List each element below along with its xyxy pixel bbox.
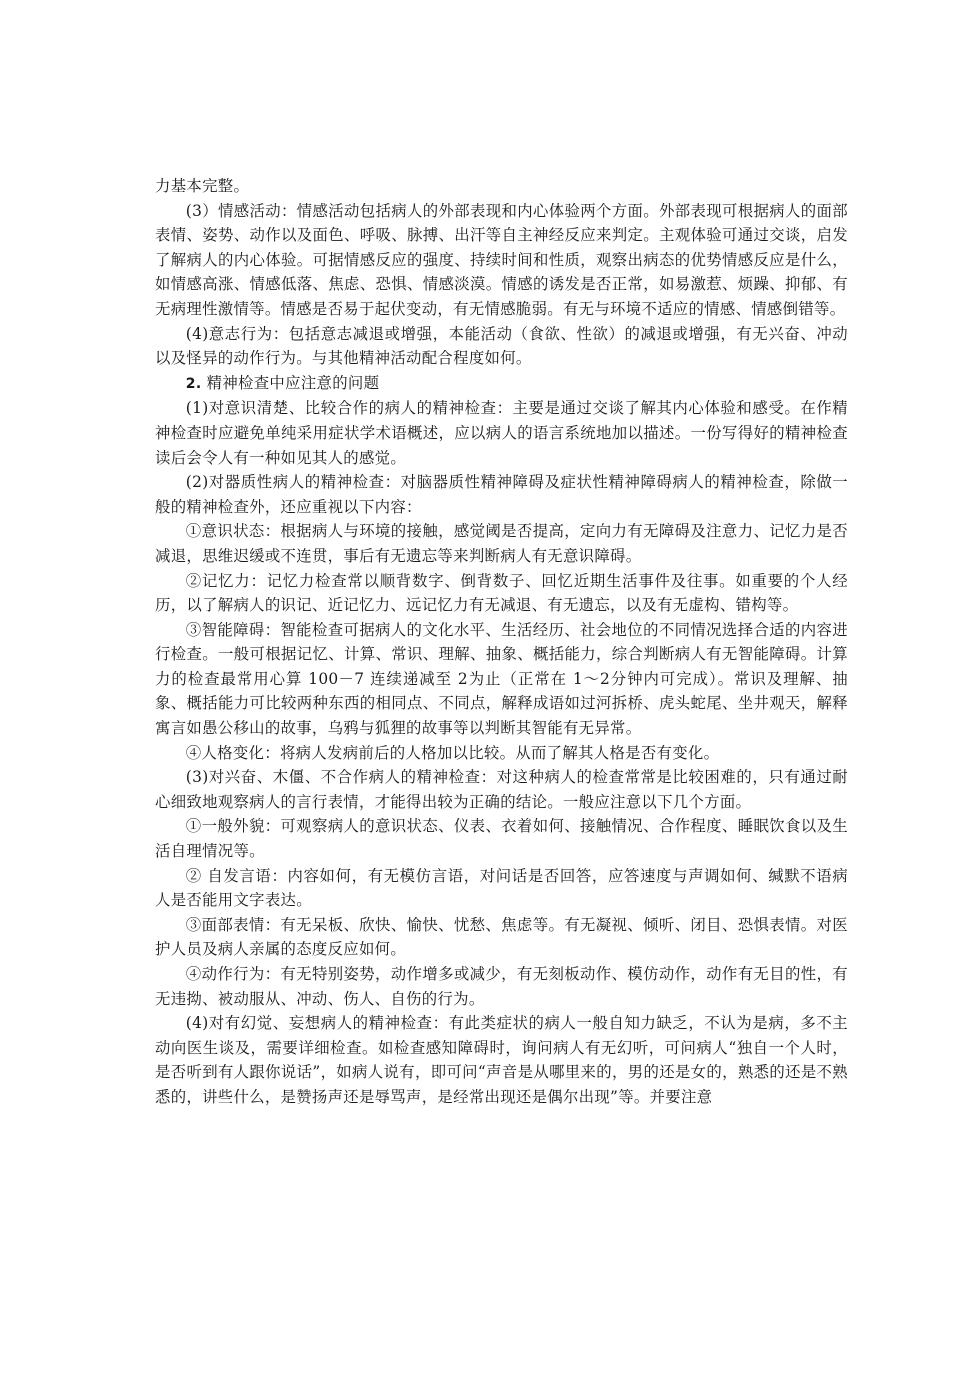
paragraph-organic-patient: (2)对器质性病人的精神检查：对脑器质性精神障碍及症状性精神障碍病人的精神检查，除做一般的精神检查外，还应重视以下内容：: [155, 473, 848, 516]
section-title: 精神检查中应注意的问题: [206, 373, 380, 392]
section-number: 2.: [185, 375, 202, 392]
paragraph-motor-behavior: ④动作行为：有无特别姿势，动作增多或减少，有无刻板动作、模仿动作，动作有无目的性，有无违拗、被动服从、冲动、伤人、自伤的行为。: [155, 965, 848, 1008]
paragraph-intelligence: ③智能障碍：智能检查可据病人的文化水平、生活经历、社会地位的不同情况选择合适的内容进行检查。一般可根据记忆、计算、常识、理解、抽象、概括能力，综合判断病人有无智能障碍。计算力的检查最常用心算 100－7 连续递减至 2为止（正常在 1～2分钟内可完成）。常识及理解、抽象、概括能力可比较两种东西的相同点、不同点，解释成语如过河拆桥、虎头蛇尾、坐井观天，解释寓言如愚公移山的故事，乌鸦与狐狸的故事等以判断其智能有无异常。: [155, 620, 848, 738]
paragraph-uncooperative-patient: (3)对兴奋、木僵、不合作病人的精神检查：对这种病人的检查常常是比较困难的，只有通过耐心细致地观察病人的言行表情，才能得出较为正确的结论。一般应注意以下几个方面。: [155, 768, 848, 811]
paragraph-consciousness: ①意识状态：根据病人与环境的接触，感觉阈是否提高，定向力有无障碍及注意力、记忆力是否减退，思维迟缓或不连贯，事后有无遗忘等来判断病人有无意识障碍。: [155, 522, 848, 565]
section-heading: [155, 371, 848, 397]
paragraph-volition-behavior: (4)意志行为：包括意志减退或增强，本能活动（食欲、性欲）的减退或增强，有无兴奋、冲动以及怪异的动作行为。与其他精神活动配合程度如何。: [155, 324, 848, 368]
paragraph-memory: ②记忆力：记忆力检查常以顺背数字、倒背数子、回忆近期生活事件及往事。如重要的个人经历，以了解病人的识记、近记忆力、远记忆力有无减退、有无遗忘，以及有无虚构、错构等。: [155, 571, 848, 615]
paragraph-hallucination-patient: (4)对有幻觉、妄想病人的精神检查：有此类症状的病人一般自知力缺乏，不认为是病，多不主动向医生谈及，需要详细检查。如检查感知障碍时，询问病人有无幻听，可问病人“独自一个人时，是否听到有人跟你说话”，如病人说有，即可问“声音是从哪里来的，男的还是女的，熟悉的还是不熟悉的，讲些什么，是赞扬声还是辱骂声，是经常出现还是偶尔出现”等。并要注意: [155, 1014, 848, 1106]
paragraph-facial-expression: ③面部表情：有无呆板、欣快、愉快、忧愁、焦虑等。有无凝视、倾听、闭目、恐惧表情。对医护人员及病人亲属的态度反应如何。: [155, 915, 848, 959]
document-page: [155, 174, 848, 1110]
paragraph-personality: ④人格变化：将病人发病前后的人格加以比较。从而了解其人格是否有变化。: [185, 743, 720, 762]
paragraph-speech: ② 自发言语：内容如何，有无模仿言语，对问话是否回答，应答速度与声调如何、缄默不语病人是否能用文字表达。: [155, 866, 848, 910]
paragraph-cooperative-patient: (1)对意识清楚、比较合作的病人的精神检查：主要是通过交谈了解其内心体验和感受。在作精神检查时应避免单纯采用症状学术语概述，应以病人的语言系统地加以描述。一份写得好的精神检查读后会令人有一种如见其人的感觉。: [155, 399, 848, 467]
paragraph-emotional-activity: (3）情感活动：情感活动包括病人的外部表现和内心体验两个方面。外部表现可根据病人的面部表情、姿势、动作以及面色、呼吸、脉搏、出汗等自主神经反应来判定。主观体验可通过交谈，启发了解病人的内心体验。可据情感反应的强度、持续时间和性质，观察出病态的优势情感反应是什么，如情感高涨、情感低落、焦虑、恐惧、情感淡漠。情感的诱发是否正常，如易激惹、烦躁、抑郁、有无病理性激情等。情感是否易于起伏变动，有无情感脆弱。有无与环境不适应的情感、情感倒错等。: [155, 201, 848, 318]
paragraph-continuation: 力基本完整。: [155, 177, 250, 195]
paragraph-appearance: ①一般外貌：可观察病人的意识状态、仪表、衣着如何、接触情况、合作程度、睡眠饮食以及生活自理情况等。: [155, 817, 848, 861]
